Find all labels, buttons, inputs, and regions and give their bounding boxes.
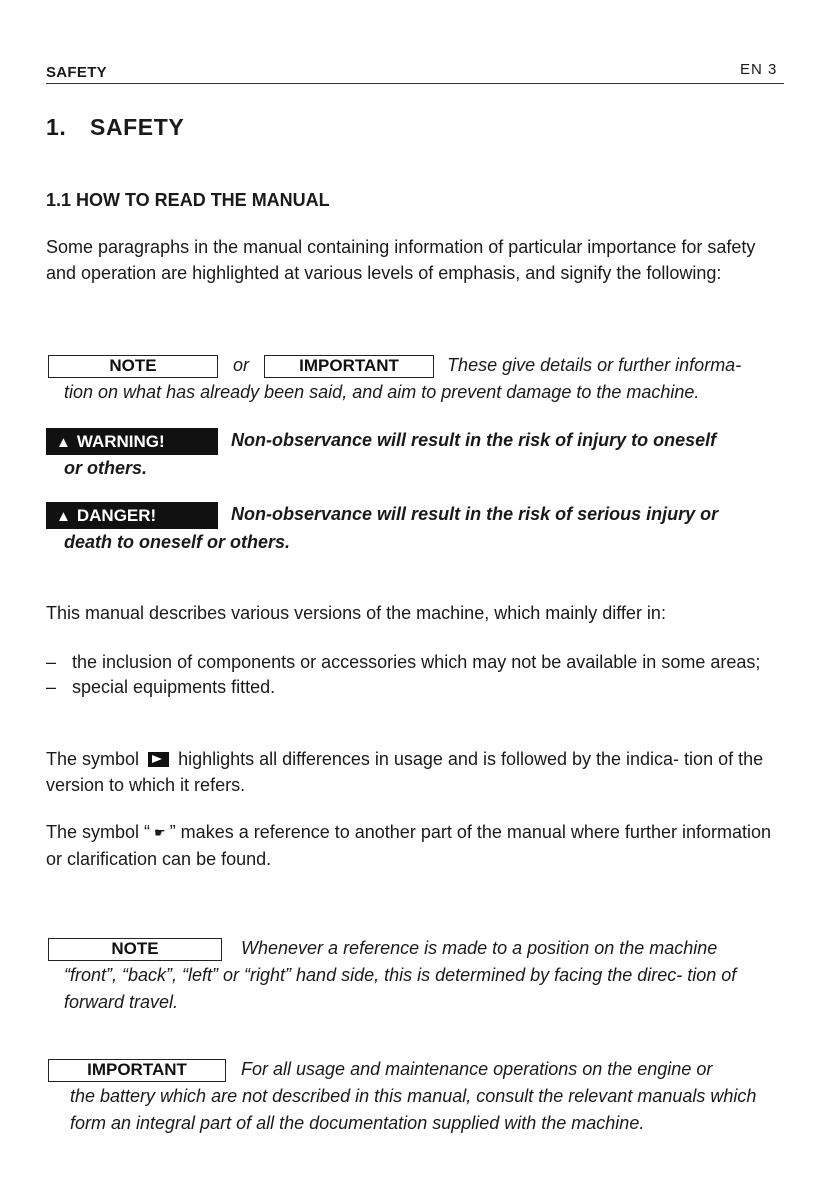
note-direction-block — [48, 935, 788, 1016]
reference-symbol-text-after: ” makes a reference to another part of the manual where further information or clarification can be found. — [46, 822, 771, 869]
chapter-title — [46, 114, 184, 141]
note-important-explanation — [48, 352, 788, 406]
list-item — [46, 650, 786, 675]
note-important-text-rest: tion on what has already been said, and aim to prevent damage to the machine. — [64, 382, 700, 402]
list-dash: – — [46, 652, 57, 672]
header-divider — [46, 83, 784, 84]
pointing-hand-icon: ☛ — [154, 825, 166, 840]
note-box: NOTE — [48, 355, 218, 378]
list-item — [46, 675, 786, 700]
chapter-number: 1. — [46, 114, 67, 140]
version-symbol-text-after: highlights all differences in usage and is followed by the indica- tion of the version to which it refers. — [46, 749, 764, 795]
important-box: IMPORTANT — [264, 355, 434, 378]
note-important-text-first: These give details or further informa- — [447, 355, 742, 375]
danger-label: DANGER! — [76, 505, 157, 525]
intro-paragraph: Some paragraphs in the manual containing information of particular importance for safety and operation are highlighted at various levels of emphasis, and signify the following: — [46, 237, 756, 283]
list-item-text: special equipments fitted. — [72, 677, 276, 697]
running-header-section: SAFETY — [46, 64, 107, 81]
important-box: IMPORTANT — [48, 1059, 226, 1082]
danger-triangle-icon: ▲ — [56, 507, 71, 525]
version-symbol-icon — [148, 752, 169, 767]
versions-list — [46, 650, 786, 700]
danger-text-first: Non-observance will result in the risk of serious injury or — [231, 504, 719, 524]
note-direction-text-first: Whenever a reference is made to a position on the machine — [241, 938, 718, 958]
list-item-text: the inclusion of components or accessories which may not be available in some areas; — [72, 652, 761, 672]
version-symbol-text-before: The symbol — [46, 749, 140, 769]
reference-symbol-paragraph — [46, 819, 786, 872]
important-engine-block — [48, 1056, 788, 1137]
warning-explanation — [46, 427, 786, 481]
reference-symbol-text-before: The symbol “ — [46, 822, 151, 842]
list-dash: – — [46, 677, 57, 697]
warning-label-box — [46, 428, 218, 455]
note-box: NOTE — [48, 938, 222, 961]
danger-explanation — [46, 501, 786, 555]
or-text: or — [233, 355, 250, 375]
warning-label: WARNING! — [76, 431, 165, 451]
warning-text-rest: or others. — [64, 457, 148, 478]
section-title: 1.1 HOW TO READ THE MANUAL — [46, 190, 330, 210]
warning-text-first: Non-observance will result in the risk of injury to oneself — [231, 430, 717, 450]
note-direction-text-rest: “front”, “back”, “left” or “right” hand side, this is determined by facing the direc- tion of forward travel. — [64, 965, 737, 1012]
version-symbol-paragraph — [46, 746, 786, 798]
page-number-label: EN 3 — [740, 61, 778, 78]
versions-paragraph: This manual describes various versions of the machine, which mainly differ in: — [46, 603, 666, 623]
important-engine-text-first: For all usage and maintenance operations on the engine or — [241, 1059, 713, 1079]
danger-text-rest: death to oneself or others. — [64, 531, 291, 552]
warning-triangle-icon: ▲ — [56, 433, 71, 451]
danger-label-box — [46, 502, 218, 529]
important-engine-text-rest: the battery which are not described in this manual, consult the relevant manuals which form an integral part of all the documentation supplied with the machine. — [70, 1086, 757, 1133]
chapter-title-text: SAFETY — [90, 114, 185, 140]
